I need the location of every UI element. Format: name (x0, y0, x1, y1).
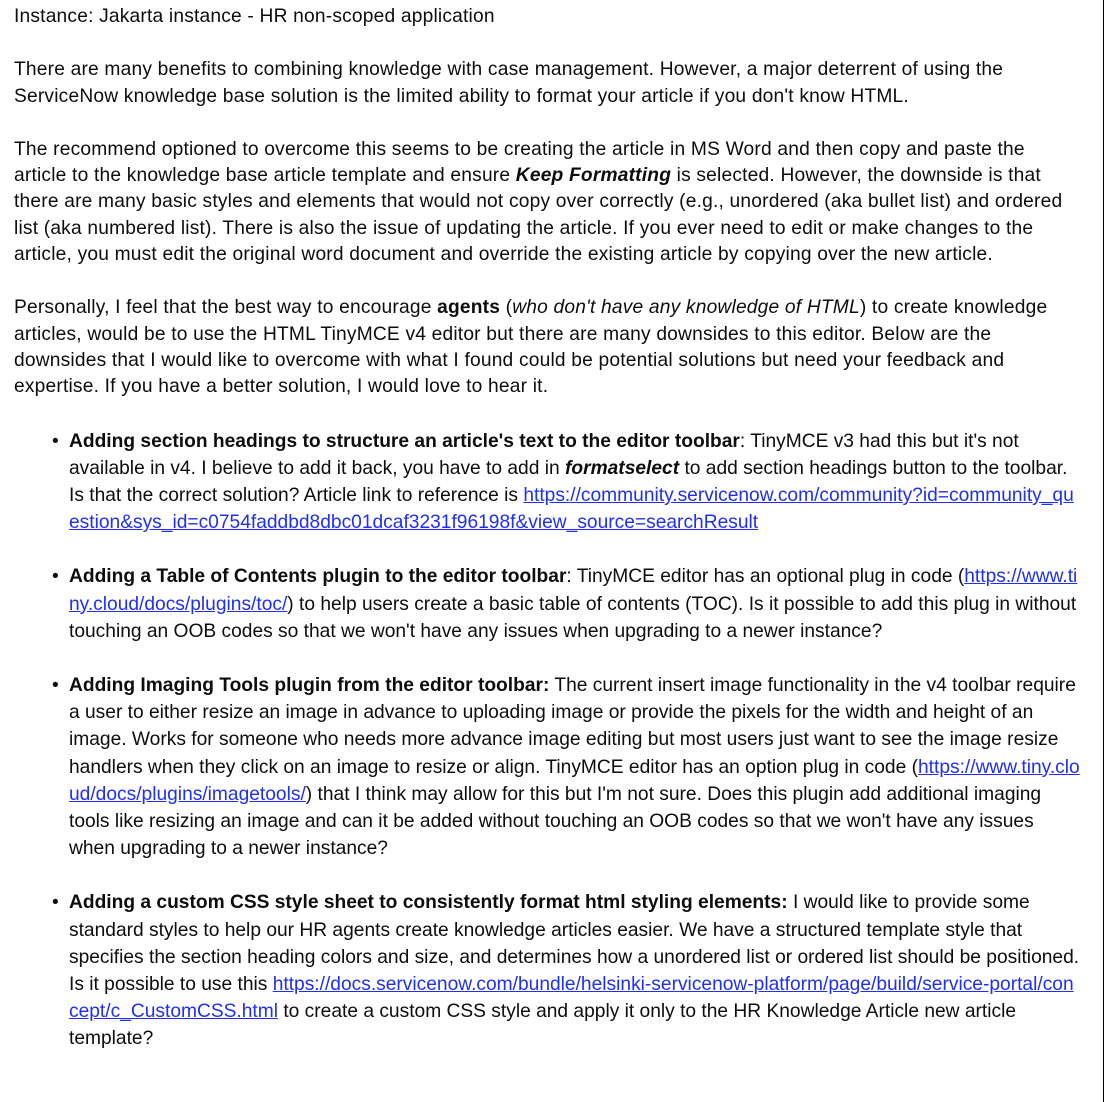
bold-text: agents (437, 297, 501, 319)
plain-text: is selected. However, the downside is that there are many basic styles and elements that would not copy over correctly (e.g., unordered (aka bullet list) and ordered list (aka numbered list). There is also the issue of updating the article. If you ever need to edit or make changes to the article, you must edit the original word document and override the existing article by copying over the new article. (14, 165, 1063, 266)
plain-text: to add section headings button to the toolbar. Is that the correct solution? Article link to reference is (69, 457, 1068, 506)
bullet-icon: • (52, 566, 59, 588)
spacer (14, 30, 1082, 57)
hyperlink[interactable]: https://docs.servicenow.com/bundle/helsinki-servicenow-platform/page/build/service-portal/concept/c_CustomCSS.html (69, 974, 1074, 1023)
list-item-imaging-tools (14, 672, 1082, 862)
bold-italic-text: formatselect (565, 457, 680, 479)
plain-text: ) that I think may allow for this but I'm not sure. Does this plugin add additional imaging tools like resizing an image and can it be added without touching an OOB codes so that we won't have any issues when upgrading to a newer instance? (69, 783, 1042, 860)
italic-text: who don't have any knowledge of HTML (512, 297, 860, 319)
plain-text: Personally, I feel that the best way to encourage (14, 297, 438, 319)
list-item-text (69, 566, 1077, 641)
bold-text: Adding a Table of Contents plugin to the editor toolbar (69, 566, 567, 588)
plain-text: There are many benefits to combining knowledge with case management. However, a major deterrent of using the ServiceNow knowledge base solution is the limited ability to format your article if you don't know HTML. (14, 59, 1004, 107)
spacer (14, 268, 1082, 295)
paragraph-personal-opinion (14, 295, 1082, 400)
plain-text: ) to create knowledge articles, would be to use the HTML TinyMCE v4 editor but there are many downsides to this editor. Below are the downsides that I would like to overcome with what I found could be potential solutions but need your feedback and expertise. If you have a better solution, I would love to hear it. (14, 297, 1048, 398)
downsides-list (14, 428, 1082, 1053)
bold-text: Adding a custom CSS style sheet to consistently format html styling elements: (69, 892, 788, 914)
plain-text: The recommend optioned to overcome this seems to be creating the article in MS Word and then copy and paste the article to the knowledge base article template and ensure (14, 138, 1025, 187)
list-item-custom-css (14, 889, 1082, 1052)
list-item-text (69, 431, 1074, 534)
list-item-table-of-contents (14, 563, 1082, 645)
right-border-rule (1103, 0, 1104, 1102)
list-item-text (69, 892, 1079, 1049)
plain-text: ) to help users create a basic table of contents (TOC). Is it possible to add this plug in without touching an OOB codes so that we won't have any issues when upgrading to a newer instance? (69, 593, 1077, 642)
plain-text: : TinyMCE v3 had this but it's not available in v4. I believe to add it back, you have to add in (69, 430, 1019, 479)
list-item-text (69, 675, 1080, 859)
bullet-icon: • (52, 430, 59, 452)
plain-text: The current insert image functionality in the v4 toolbar require a user to either resize an image in advance to uploading image or provide the pixels for the width and height of an image. Works for someone who needs more advance image editing but most users just want to see the image resize handlers when they click on an image to resize or align. TinyMCE editor has an option plug in code ( (69, 674, 1076, 778)
hyperlink[interactable]: https://www.tiny.cloud/docs/plugins/imagetools/ (69, 756, 1080, 805)
spacer (14, 110, 1082, 137)
spacer (14, 401, 1082, 428)
hyperlink[interactable]: https://www.tiny.cloud/docs/plugins/toc/ (69, 566, 1078, 615)
bullet-icon: • (52, 892, 59, 914)
plain-text: : TinyMCE editor has an optional plug in code ( (566, 566, 965, 588)
hyperlink[interactable]: https://community.servicenow.com/community?id=community_question&sys_id=c0754faddbd8dbc01dcaf3231f96198f&view_source=searchResult (69, 484, 1074, 534)
bullet-icon: • (52, 674, 59, 696)
list-item-section-headings (14, 428, 1082, 537)
paragraph-ms-word-approach (14, 137, 1082, 268)
plain-text: I would like to provide some standard styles to help our HR agents create knowledge articles easier. We have a structured template style that specifies the section heading colors and size, and determines how a unordered list or ordered list should be positioned. Is it possible to use this (69, 892, 1080, 996)
instance-line: Instance: Jakarta instance - HR non-scoped application (14, 6, 495, 27)
bold-italic-text: Keep Formatting (515, 165, 672, 187)
plain-text: ( (500, 297, 513, 319)
plain-text: to create a custom CSS style and apply it only to the HR Knowledge Article new article template? (69, 1001, 1017, 1050)
paragraph-intro (14, 57, 1082, 110)
bold-text: Adding section headings to structure an article's text to the editor toolbar (69, 430, 740, 452)
bold-text: Adding Imaging Tools plugin from the editor toolbar: (69, 674, 550, 696)
